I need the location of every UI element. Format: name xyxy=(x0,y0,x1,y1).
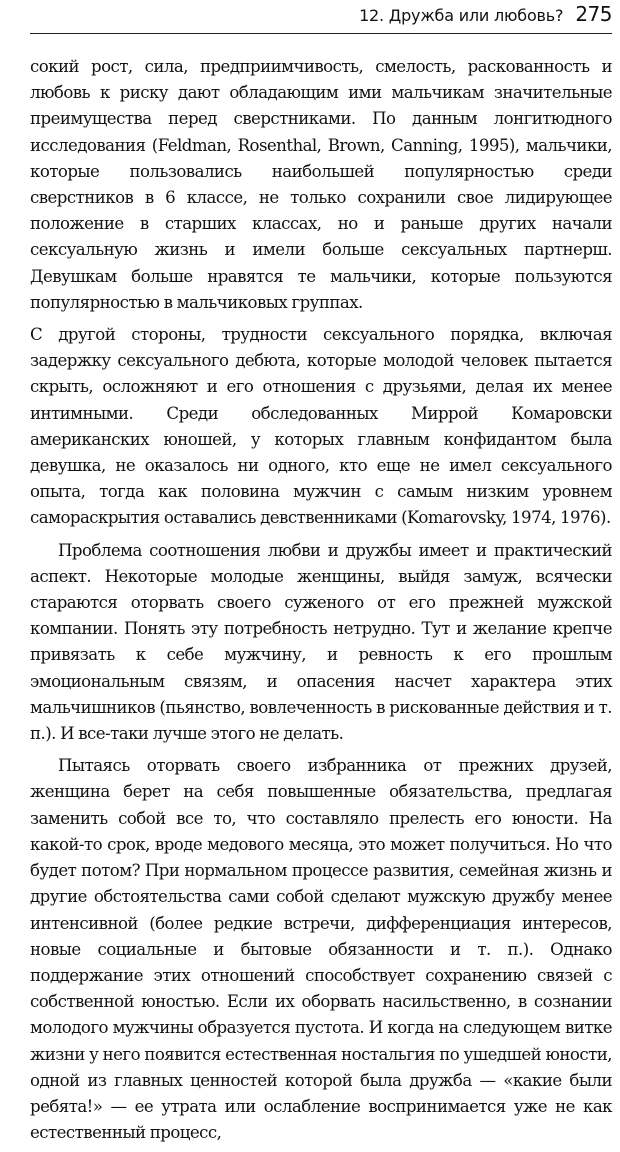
header-rule xyxy=(30,33,612,34)
paragraph: С другой стороны, трудности сексуального порядка, включая задержку сексуального дебюта, которые молодой человек пытается скрыть, осложняют и его отношения с друзьями, делая их менее интимными. Среди обследованных Миррой Комаровски американских юношей, у которых главным конфидантом была девушка, не оказалось ни одного, кто еще не имел сексуального опыта, тогда как половина мужчин с самым низким уровнем самораскрытия оставались девственниками (Komarovsky, 1974, 1976). xyxy=(30,325,612,528)
paragraph: Пытаясь оторвать своего избранника от прежних друзей, женщина берет на себя повышенные обязательства, предлагая заменить собой все то, что составляло прелесть его юности. На какой-то срок, вроде медового месяца, это может получиться. Но что будет потом? При нормальном процессе развития, семейная жизнь и другие обстоятельства сами собой сделают мужскую дружбу менее интенсивной (более редкие встречи, дифференциация интересов, новые социальные и бытовые обязанности и т. п.). Однако поддержание этих отношений способствует сохранению связей с собственной юностью. Если их оборвать насильственно, в сознании молодого мужчины образуется пустота. И когда на следующем витке жизни у него появится естественная ностальгия по ушедшей юности, одной из главных ценностей которой была дружба — «какие были ребята!» — ее утрата или ослабление воспринимается уже не как естественный процесс, xyxy=(30,756,612,1143)
body-text xyxy=(30,54,612,1152)
chapter-title: 12. Дружба или любовь? xyxy=(359,6,564,25)
paragraph: сокий рост, сила, предприимчивость, смелость, раскованность и любовь к риску дают обладающим ими мальчикам значительные преимущества перед сверстниками. По данным лонгитюдного исследования (Feldman, Rosenthal, Brown, Canning, 1995), мальчики, которые пользовались наибольшей популярностью среди сверстников в 6 классе, не только сохранили свое лидирующее положение в старших классах, но и раньше других начали сексуальную жизнь и имели больше сексуальных партнерш. Девушкам больше нравятся те мальчики, которые пользуются популярностью в мальчиковых группах. xyxy=(30,57,612,312)
page-number: 275 xyxy=(575,2,612,26)
paragraph: Проблема соотношения любви и дружбы имеет и практический аспект. Некоторые молодые женщины, выйдя замуж, всячески стараются оторвать своего суженого от его прежней мужской компании. Понять эту потребность нетрудно. Тут и желание крепче привязать к себе мужчину, и ревность к его прошлым эмоциональным связям, и опасения насчет характера этих мальчишников (пьянство, вовлеченность в рискованные действия и т. п.). И все-таки лучше этого не делать. xyxy=(30,540,612,744)
running-head xyxy=(30,2,612,34)
